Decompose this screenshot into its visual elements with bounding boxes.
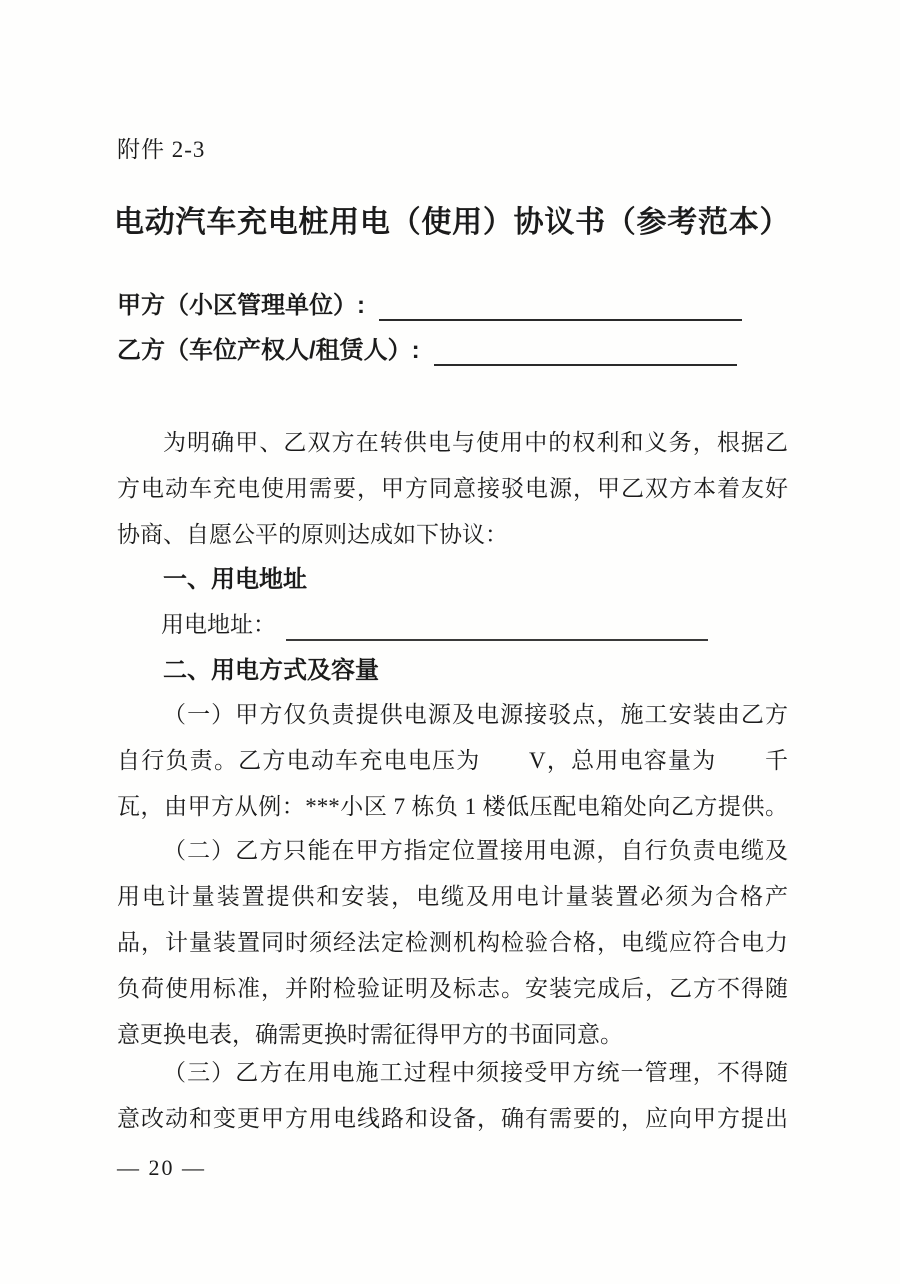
text-line: 意更换电表，确需更换时需征得甲方的书面同意。 [117,1022,623,1047]
intro-paragraph [117,420,788,558]
party-a-row [117,291,742,323]
clause-2-paragraph [117,828,788,1058]
text-line: 品，计量装置同时须经法定检测机构检验合格，电缆应符合电力 [117,930,788,955]
attachment-label: 附件 2-3 [117,137,206,162]
address-label: 用电地址： [161,612,276,637]
address-row [117,602,708,648]
party-a-blank-underline [379,291,742,321]
text-line: 协商、自愿公平的原则达成如下协议： [117,522,508,547]
page-number: — 20 — [117,1155,206,1180]
party-b-blank-underline [434,336,737,366]
section-2-heading: 二、用电方式及容量 [163,657,379,684]
section-1-heading: 一、用电地址 [163,566,307,593]
text-line: 负荷使用标准，并附检验证明及标志。安装完成后，乙方不得随 [117,976,788,1001]
text-line: 为明确甲、乙双方在转供电与使用中的权利和义务，根据乙 [163,430,788,455]
party-a-label: 甲方（小区管理单位）: [117,292,365,319]
text-line: 瓦，由甲方从例：***小区 7 栋负 1 楼低压配电箱处向乙方提供。 [117,794,788,819]
text-line: 自行负责。乙方电动车充电电压为 V，总用电容量为 千 [117,748,788,773]
text-line: （二）乙方只能在甲方指定位置接用电源，自行负责电缆及 [163,838,788,863]
party-b-label: 乙方（车位产权人/租赁人）: [117,337,420,364]
clause-1-paragraph [117,692,788,830]
document-title: 电动汽车充电桩用电（使用）协议书（参考范本） [114,206,790,239]
clause-3-paragraph [117,1050,788,1142]
text-line: （三）乙方在用电施工过程中须接受甲方统一管理，不得随 [163,1060,788,1085]
text-line: 用电计量装置提供和安装，电缆及用电计量装置必须为合格产 [117,884,788,909]
text-line: 意改动和变更甲方用电线路和设备，确有需要的，应向甲方提出 [117,1106,788,1131]
text-line: 方电动车充电使用需要，甲方同意接驳电源，甲乙双方本着友好 [117,476,788,501]
party-b-row [117,336,737,368]
text-line: （一）甲方仅负责提供电源及电源接驳点，施工安装由乙方 [163,702,788,727]
address-blank-underline [286,602,708,641]
